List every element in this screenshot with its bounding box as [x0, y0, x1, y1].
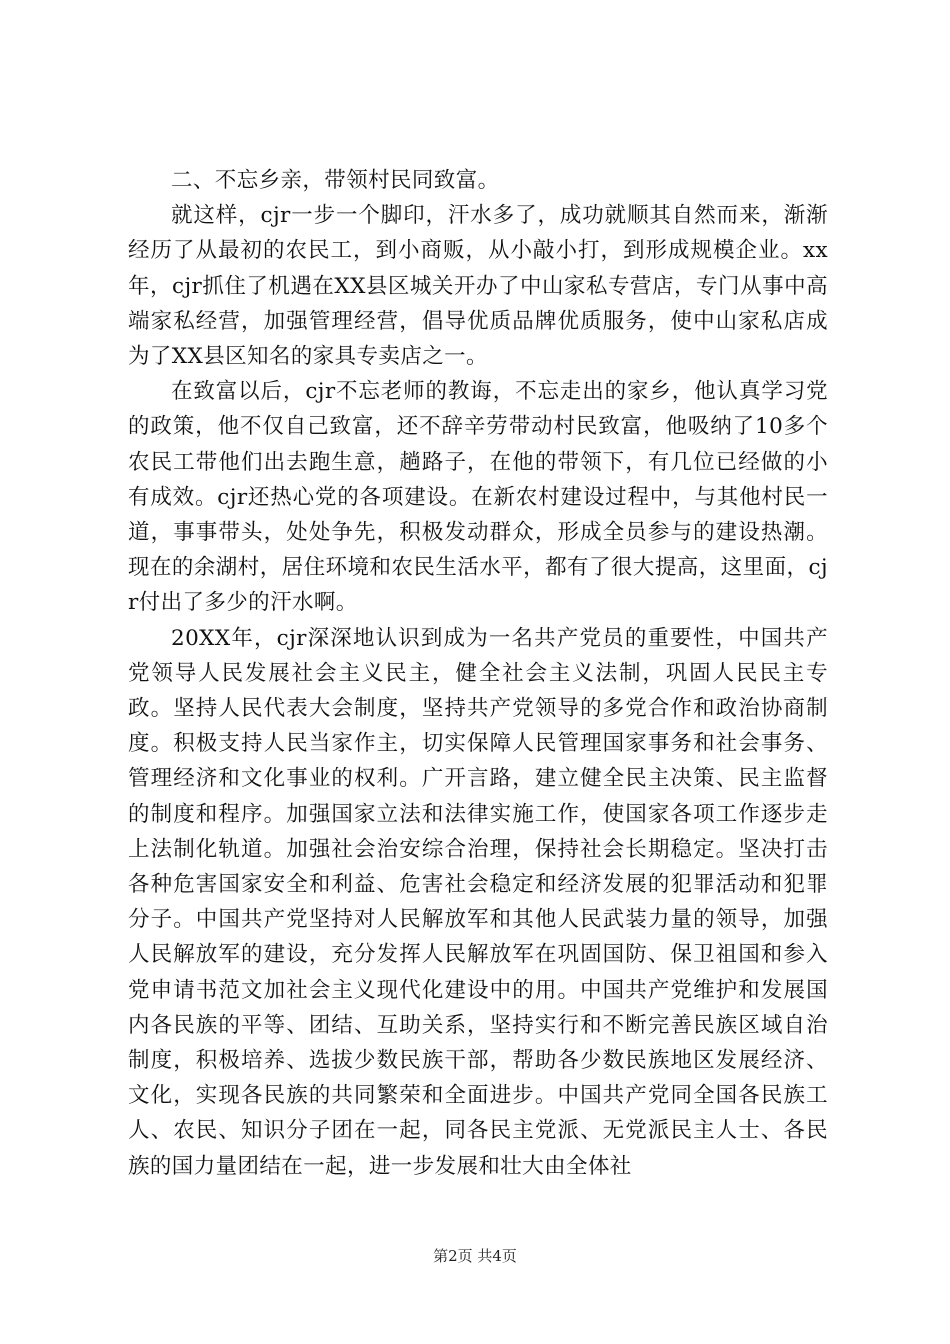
page-footer: 第2页 共4页	[433, 1247, 517, 1265]
paragraph: 就这样，cjr一步一个脚印，汗水多了，成功就顺其自然而来，渐渐经历了从最初的农民工，到小商贩，从小敲小打，到形成规模企业。xx年，cjr抓住了机遇在XX县区城关开办了中山家私专营店，专门从事中高端家私经营，加强管理经营，倡导优质品牌优质服务，使中山家私店成为了XX县区知名的家具专卖店之一。	[128, 203, 828, 370]
paragraph: 在致富以后，cjr不忘老师的教诲，不忘走出的家乡，他认真学习党的政策，他不仅自己致富，还不辞辛劳带动村民致富，他吸纳了10多个农民工带他们出去跑生意，趟路子，在他的带领下，有几位已经做的小有成效。cjr还热心党的各项建设。在新农村建设过程中，与其他村民一道，事事带头，处处争先，积极发动群众，形成全员参与的建设热潮。现在的余湖村，居住环境和农民生活水平，都有了很大提高，这里面，cjr付出了多少的汗水啊。	[128, 379, 828, 616]
section-heading: 二、不忘乡亲，带领村民同致富。	[171, 168, 500, 193]
document-body	[128, 163, 828, 1184]
paragraph: 20XX年，cjr深深地认识到成为一名共产党员的重要性，中国共产党领导人民发展社会主义民主，健全社会主义法制，巩固人民民主专政。坚持人民代表大会制度，坚持共产党领导的多党合作和政治协商制度。积极支持人民当家作主，切实保障人民管理国家事务和社会事务、管理经济和文化事业的权利。广开言路，建立健全民主决策、民主监督的制度和程序。加强国家立法和法律实施工作，使国家各项工作逐步走上法制化轨道。加强社会治安综合治理，保持社会长期稳定。坚决打击各种危害国家安全和利益、危害社会稳定和经济发展的犯罪活动和犯罪分子。中国共产党坚持对人民解放军和其他人民武装力量的领导，加强人民解放军的建设，充分发挥人民解放军在巩固国防、保卫祖国和参入党申请书范文加社会主义现代化建设中的用。中国共产党维护和发展国内各民族的平等、团结、互助关系，坚持实行和不断完善民族区域自治制度，积极培养、选拔少数民族干部，帮助各少数民族地区发展经济、文化，实现各民族的共同繁荣和全面进步。中国共产党同全国各民族工人、农民、知识分子团在一起，同各民主党派、无党派民主人士、各民族的国力量团结在一起，进一步发展和壮大由全体社	[128, 625, 828, 1179]
